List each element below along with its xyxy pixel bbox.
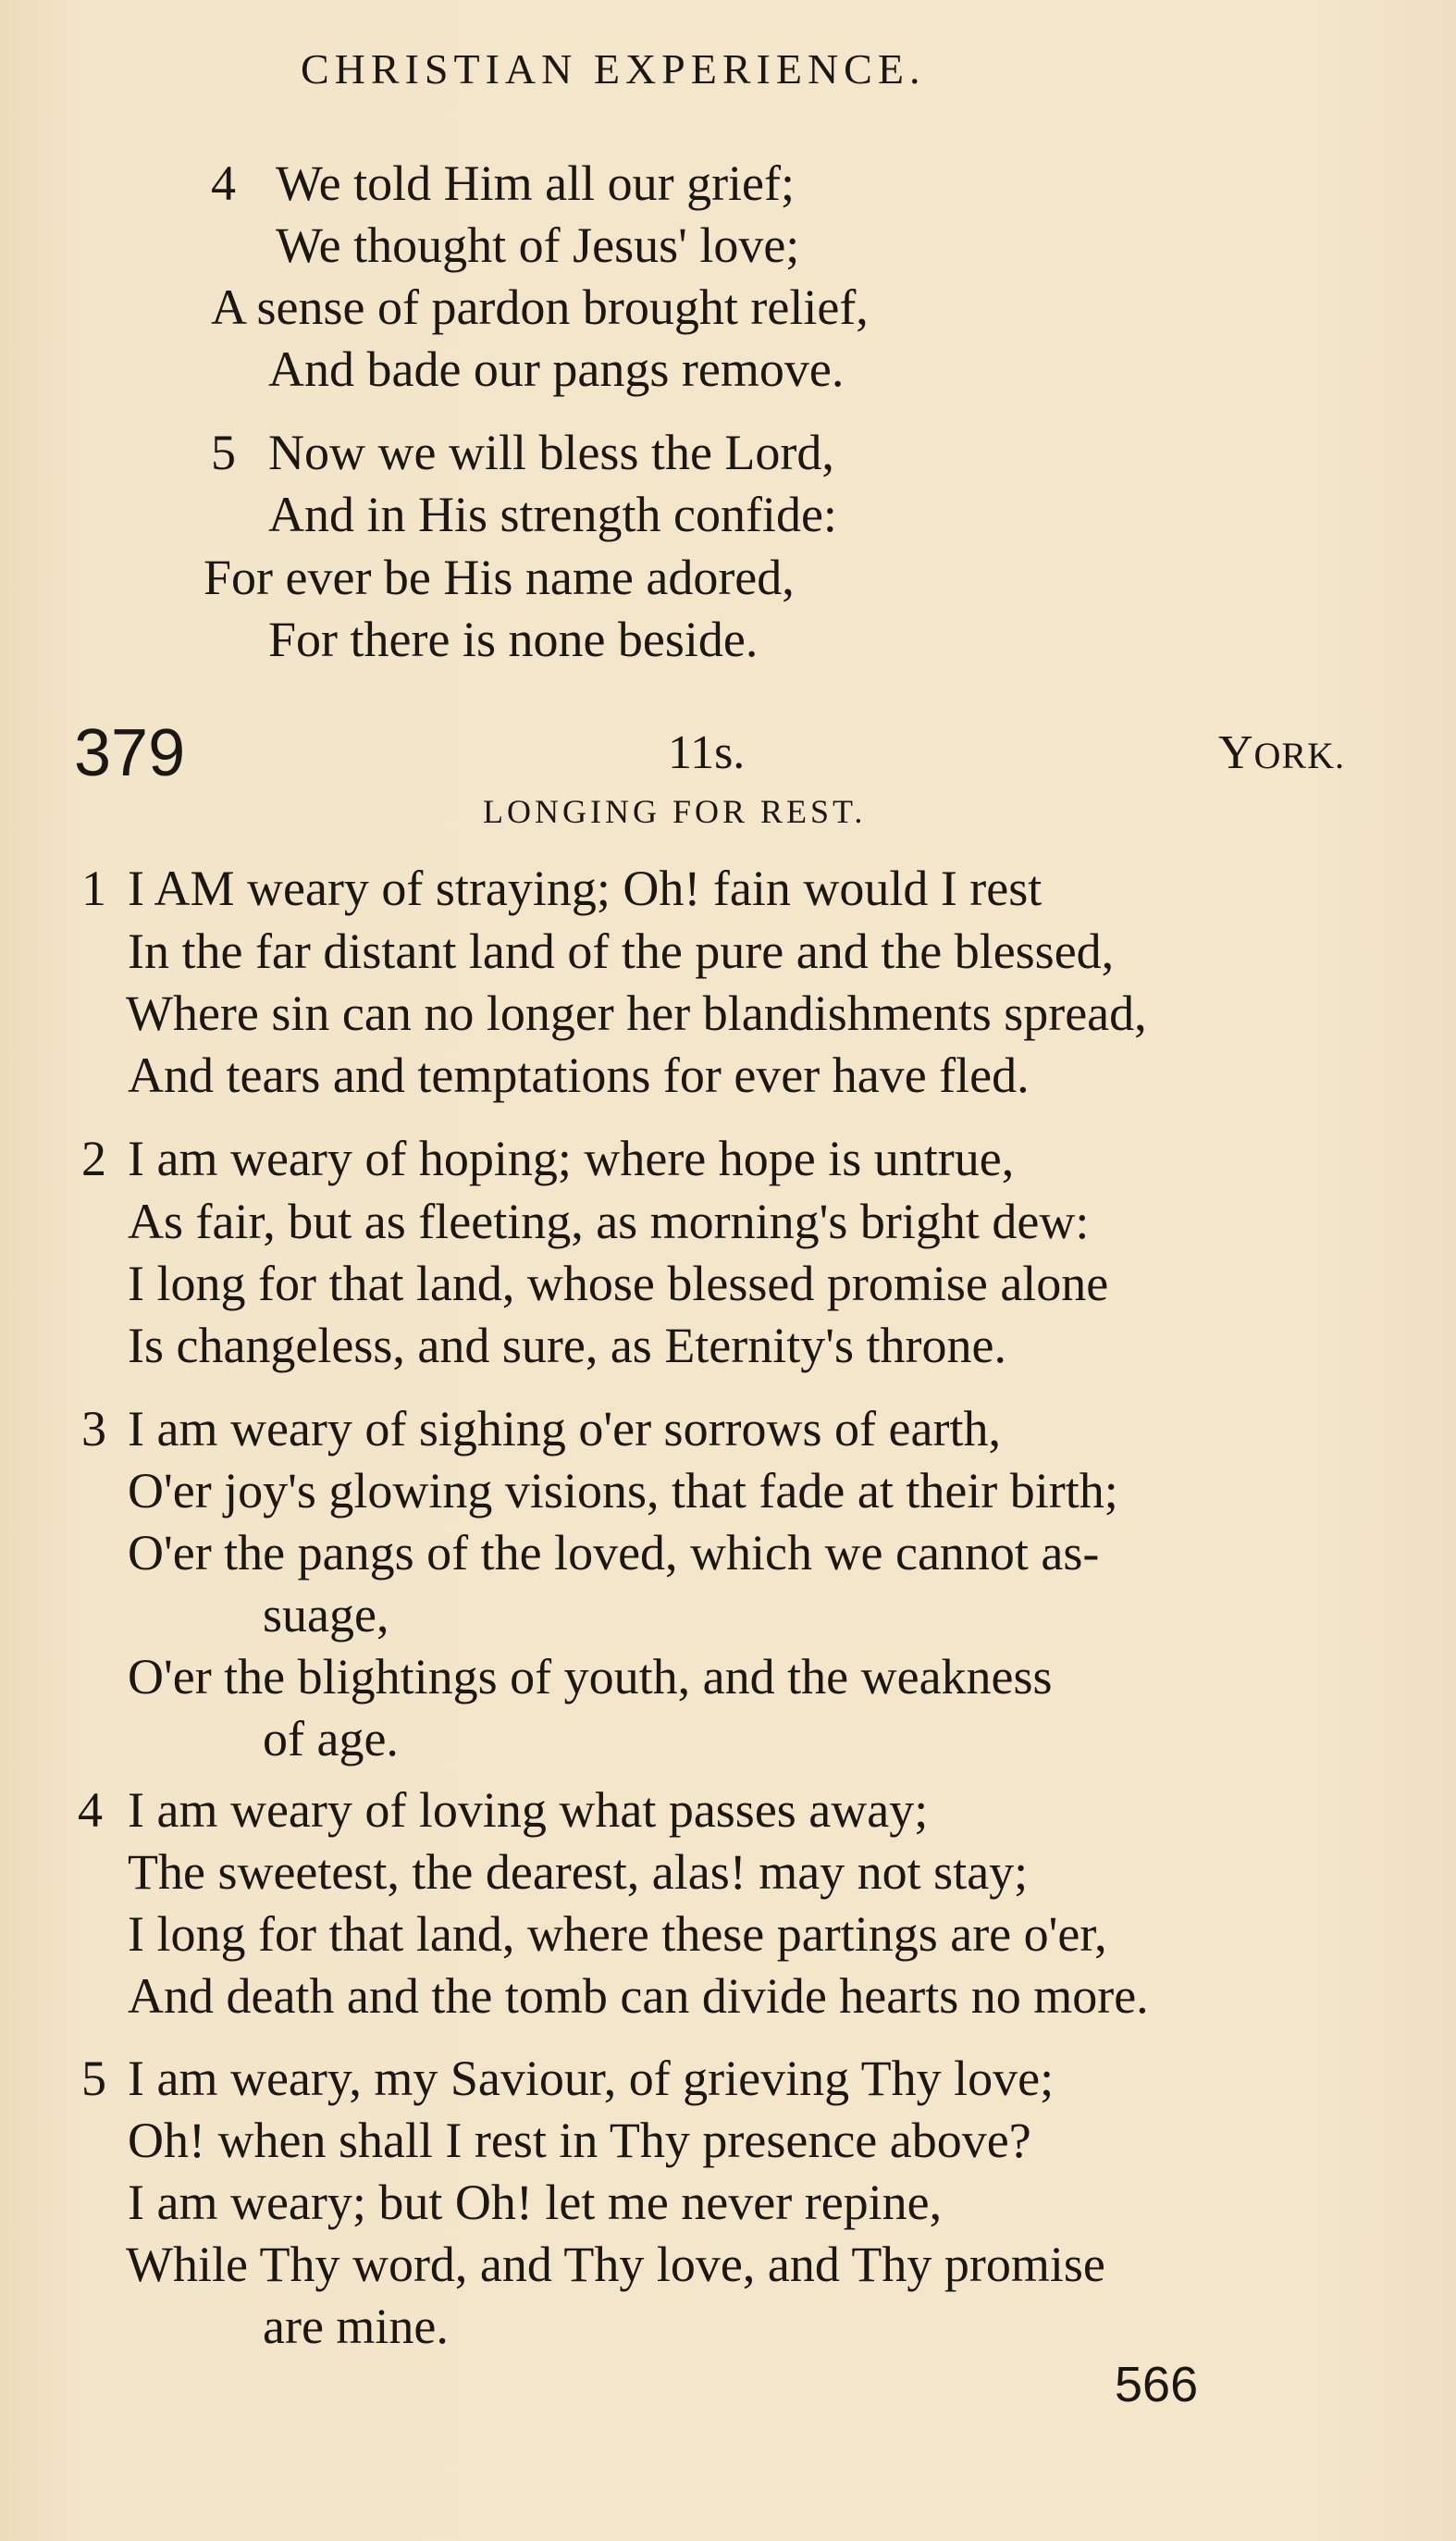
verse-line: The sweetest, the dearest, alas! may not stay; (128, 1844, 1029, 1900)
stanza-number: 3 (81, 1401, 106, 1456)
verse-line: O'er joy's glowing visions, that fade at their birth; (128, 1463, 1118, 1518)
verse-line: I am weary, my Saviour, of grieving Thy love; (128, 2051, 1055, 2106)
hymn-meter: 11s. (668, 726, 746, 779)
verse-line: And death and the tomb can divide hearts no more. (128, 1968, 1149, 2024)
running-head: CHRISTIAN EXPERIENCE. (301, 45, 926, 93)
tune-initial: Y (1217, 726, 1254, 779)
stanza-number: 4 (78, 1782, 103, 1838)
tune-name (1218, 724, 1345, 786)
stanza-number: 1 (81, 861, 106, 916)
stanza-number: 5 (211, 425, 236, 480)
verse-line: I long for that land, whose blessed promise alone (128, 1256, 1109, 1311)
verse-line: And tears and temptations for ever have fled. (128, 1047, 1030, 1103)
verse-line: suage, (263, 1587, 389, 1642)
verse-line: Now we will bless the Lord, (268, 425, 834, 480)
stanza-number: 4 (211, 155, 236, 211)
tune-rest: ORK. (1253, 735, 1345, 776)
verse-line: I am weary of hoping; where hope is untrue, (128, 1131, 1015, 1186)
verse-line: For ever be His name adored, (204, 550, 795, 605)
hymn-subject: LONGING FOR REST. (483, 793, 867, 830)
stanza-number: 2 (81, 1131, 106, 1186)
verse-line: Oh! when shall I rest in Thy presence above? (128, 2113, 1031, 2168)
verse-line: I am weary; but Oh! let me never repine, (128, 2175, 943, 2230)
verse-line: Is changeless, and sure, as Eternity's throne. (128, 1318, 1006, 1373)
verse-line: O'er the pangs of the loved, which we cannot as- (128, 1525, 1100, 1580)
verse-line: I am weary of sighing o'er sorrows of earth, (128, 1401, 1001, 1456)
verse-line: We told Him all our grief; (276, 155, 796, 211)
verse-line: I AM weary of straying; Oh! fain would I rest (128, 861, 1043, 916)
verse-line: While Thy word, and Thy love, and Thy promise (126, 2237, 1105, 2292)
verse-line: of age. (263, 1711, 399, 1766)
verse-line: are mine. (263, 2299, 449, 2354)
verse-line: As fair, but as fleeting, as morning's bright dew: (128, 1194, 1090, 1249)
stanza-number: 5 (81, 2051, 106, 2106)
verse-line: I long for that land, where these partings are o'er, (128, 1906, 1107, 1962)
verse-line: For there is none beside. (268, 612, 759, 667)
verse-line: And in His strength confide: (268, 487, 837, 542)
verse-line: We thought of Jesus' love; (276, 217, 800, 273)
page-number: 566 (1115, 2357, 1199, 2412)
verse-line: And bade our pangs remove. (268, 341, 845, 397)
hymn-number: 379 (74, 716, 186, 790)
verse-line: A sense of pardon brought relief, (211, 279, 869, 335)
verse-line: In the far distant land of the pure and the blessed, (128, 923, 1115, 979)
verse-line: I am weary of loving what passes away; (128, 1782, 929, 1838)
verse-line: Where sin can no longer her blandishments spread, (126, 985, 1147, 1041)
verse-line: O'er the blightings of youth, and the weakness (128, 1649, 1053, 1704)
